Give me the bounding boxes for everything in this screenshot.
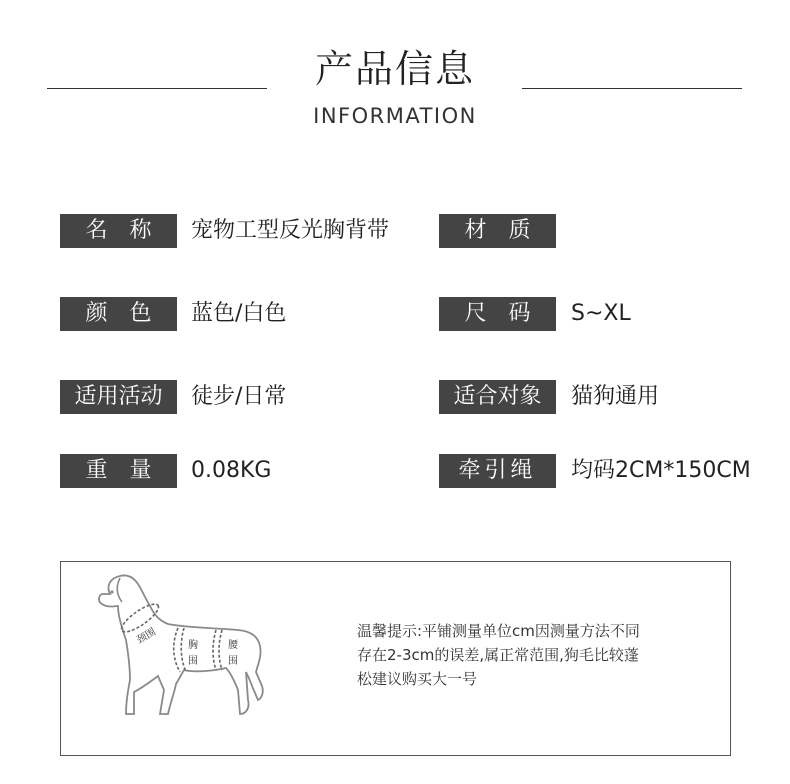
tip-line-2: 存在2-3cm的误差,属正常范围,狗毛比较蓬 <box>357 646 639 664</box>
spec-label-name: 名 称 <box>60 214 177 248</box>
spec-label-activity: 适用活动 <box>60 380 177 414</box>
chest-label-1: 胸 <box>188 640 198 651</box>
neck-label: 颈围 <box>135 626 158 647</box>
spec-value-size: S~XL <box>571 301 631 326</box>
dog-measurement-diagram <box>88 572 278 722</box>
spec-value-color: 蓝色/白色 <box>191 301 287 326</box>
dog-eye <box>110 590 113 593</box>
page-title: 产品信息 <box>314 47 475 91</box>
neck-measure-ring <box>118 600 162 637</box>
tip-line-3: 松建议购买大一号 <box>357 670 478 688</box>
spec-value-leash: 均码2CM*150CM <box>571 458 751 483</box>
waist-measure-line <box>213 630 216 670</box>
spec-label-size: 尺 码 <box>439 297 556 331</box>
spec-value-weight: 0.08KG <box>191 458 272 483</box>
chest-label-2: 围 <box>188 656 198 667</box>
chest-measure-line <box>174 628 180 672</box>
waist-label-1: 腰 <box>228 640 238 651</box>
spec-value-target: 猫狗通用 <box>571 384 660 409</box>
page-subtitle: INFORMATION <box>313 104 477 128</box>
spec-value-activity: 徒步/日常 <box>191 384 287 409</box>
spec-value-name: 宠物工型反光胸背带 <box>191 218 390 243</box>
measurement-tip-text <box>357 619 702 691</box>
chest-measure-line-2 <box>181 628 186 672</box>
spec-label-target: 适合对象 <box>439 380 556 414</box>
dog-ear <box>117 578 122 602</box>
spec-label-color: 颜 色 <box>60 297 177 331</box>
waist-label-2: 围 <box>228 656 238 667</box>
spec-label-leash: 牵引绳 <box>439 454 556 488</box>
waist-measure-line-2 <box>219 630 222 670</box>
tip-line-1: 温馨提示:平铺测量单位cm因测量方法不同 <box>357 622 640 640</box>
spec-label-material: 材 质 <box>439 214 556 248</box>
spec-label-weight: 重 量 <box>60 454 177 488</box>
